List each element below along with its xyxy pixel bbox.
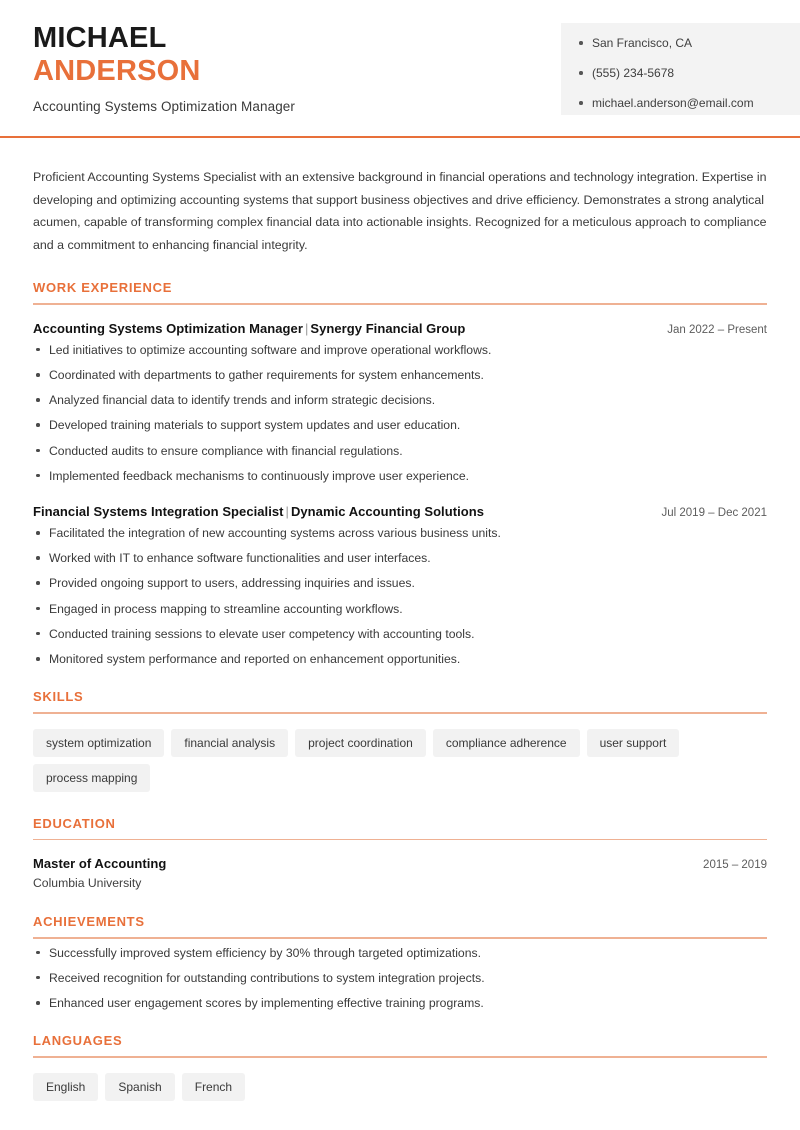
- contact-item-phone[interactable]: [579, 67, 800, 79]
- contact-item-email[interactable]: [579, 97, 800, 109]
- experience-bullet: Facilitated the integration of new accounting systems across various business units.: [33, 527, 767, 539]
- title-separator: |: [304, 320, 309, 336]
- section-divider: [33, 712, 767, 714]
- experience-bullet: Coordinated with departments to gather requirements for system enhancements.: [33, 369, 767, 381]
- experience-bullet: Developed training materials to support system updates and user education.: [33, 419, 767, 431]
- section-languages: [33, 1033, 767, 1101]
- experience-entry: [33, 321, 767, 482]
- languages-tag-row: [33, 1073, 767, 1101]
- experience-entry-header: [33, 504, 767, 519]
- skill-tag: compliance adherence: [433, 729, 580, 757]
- section-divider: [33, 1056, 767, 1058]
- section-skills: [33, 689, 767, 792]
- contact-email-value: michael.anderson@email.com: [592, 96, 754, 110]
- skills-tag-row: [33, 729, 767, 792]
- contact-location-value: San Francisco, CA: [592, 36, 693, 50]
- experience-entry-title: [33, 504, 484, 519]
- experience-bullet-list: [33, 344, 767, 482]
- contact-phone-value: (555) 234-5678: [592, 66, 675, 80]
- section-divider: [33, 937, 767, 939]
- title-separator: |: [285, 504, 289, 520]
- experience-company: Dynamic Accounting Solutions: [290, 504, 485, 520]
- achievement-bullet: Enhanced user engagement scores by implementing effective training programs.: [33, 997, 767, 1009]
- experience-date-range: Jul 2019 – Dec 2021: [661, 507, 767, 520]
- education-entry-header: [33, 856, 767, 871]
- section-title-skills: SKILLS: [33, 689, 84, 705]
- professional-summary: Proficient Accounting Systems Specialist with an extensive background in financial operations and technology integration. Expertise in developing and optimizing accounting systems that support business objectives and drive efficiency. Demonstrates a strong analytical acumen, capable of transforming complex financial data into actionable insights. Recognized for a meticulous approach to compliance and a commitment to enhancing financial integrity.: [33, 170, 767, 252]
- last-name: ANDERSON: [33, 54, 201, 87]
- section-divider: [33, 839, 767, 841]
- section-divider: [33, 303, 767, 305]
- skill-tag: user support: [587, 729, 680, 757]
- contact-item-location: [579, 37, 800, 49]
- experience-bullet: Provided ongoing support to users, addressing inquiries and issues.: [33, 577, 767, 589]
- headline-job-title: Accounting Systems Optimization Manager: [33, 98, 296, 114]
- achievements-list: [33, 947, 767, 1010]
- section-education: [33, 816, 767, 891]
- experience-bullet-list: [33, 527, 767, 665]
- contact-info-box: [561, 23, 800, 115]
- education-date-range: 2015 – 2019: [703, 859, 767, 872]
- section-achievements: [33, 914, 767, 1009]
- header-divider: [0, 136, 800, 138]
- experience-entry: [33, 504, 767, 665]
- resume-header: [0, 0, 800, 138]
- skill-tag: process mapping: [33, 764, 150, 792]
- language-tag: French: [182, 1073, 245, 1101]
- first-name: MICHAEL: [33, 22, 167, 54]
- section-title-achievements: ACHIEVEMENTS: [33, 914, 145, 930]
- experience-bullet: Analyzed financial data to identify trends and inform strategic decisions.: [33, 394, 767, 406]
- skill-tag: financial analysis: [171, 729, 288, 757]
- education-degree: Master of Accounting: [33, 856, 167, 872]
- section-work-experience: [33, 280, 767, 665]
- experience-role: Financial Systems Integration Specialist: [33, 504, 284, 520]
- experience-bullet: Implemented feedback mechanisms to continuously improve user experience.: [33, 470, 767, 482]
- experience-bullet: Worked with IT to enhance software functionalities and user interfaces.: [33, 552, 767, 564]
- section-title-education: EDUCATION: [33, 815, 116, 831]
- skill-tag: project coordination: [295, 729, 426, 757]
- section-title-languages: LANGUAGES: [33, 1033, 123, 1049]
- experience-date-range: Jan 2022 – Present: [667, 323, 767, 336]
- experience-bullet: Monitored system performance and reported on enhancement opportunities.: [33, 653, 767, 665]
- education-entry: [33, 856, 767, 890]
- experience-bullet: Conducted audits to ensure compliance with financial regulations.: [33, 445, 767, 457]
- experience-company: Synergy Financial Group: [310, 320, 466, 336]
- experience-role: Accounting Systems Optimization Manager: [33, 320, 303, 336]
- experience-entry-header: [33, 321, 767, 336]
- experience-bullet: Engaged in process mapping to streamline accounting workflows.: [33, 603, 767, 615]
- achievement-bullet: Received recognition for outstanding contributions to system integration projects.: [33, 972, 767, 984]
- experience-bullet: Conducted training sessions to elevate user competency with accounting tools.: [33, 628, 767, 640]
- language-tag: English: [33, 1073, 98, 1101]
- education-school: Columbia University: [33, 876, 142, 891]
- experience-bullet: Led initiatives to optimize accounting software and improve operational workflows.: [33, 344, 767, 356]
- skill-tag: system optimization: [33, 729, 164, 757]
- experience-entry-title: [33, 321, 465, 336]
- language-tag: Spanish: [105, 1073, 174, 1101]
- achievement-bullet: Successfully improved system efficiency by 30% through targeted optimizations.: [33, 947, 767, 959]
- resume-body: [0, 166, 800, 1101]
- section-title-work-experience: WORK EXPERIENCE: [33, 280, 173, 296]
